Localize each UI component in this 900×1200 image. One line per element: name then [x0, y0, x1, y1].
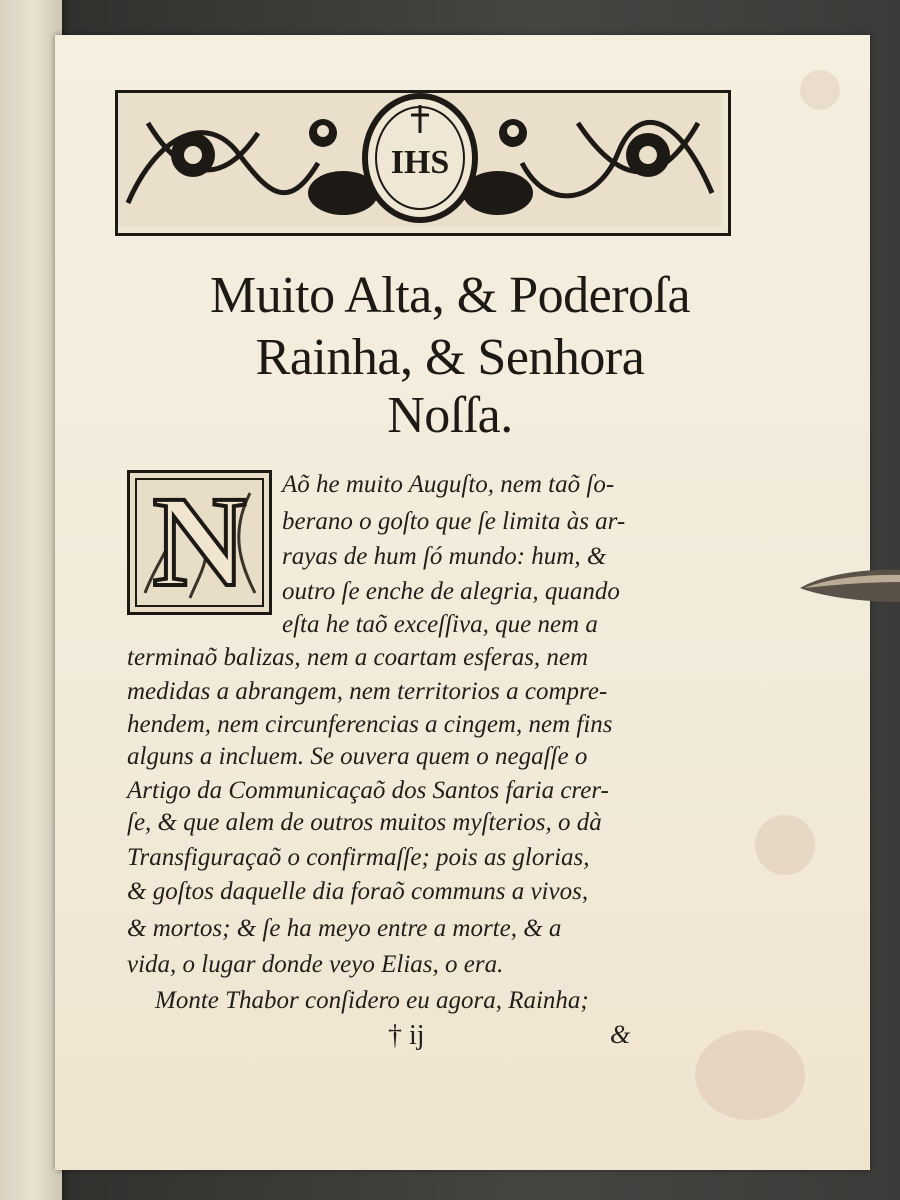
facing-page-edge [0, 0, 62, 1200]
text-line-15: vida, o lugar donde veyo Elias, o era. [127, 951, 504, 978]
text-line-5: eſta he taõ exceſſiva, que nem a [282, 611, 598, 638]
text-line-9: alguns a incluem. Se ouvera quem o negaſſe o [127, 743, 588, 770]
text-line-3: rayas de hum ſó mundo: hum, & [282, 543, 607, 570]
title-line-1: Muito Alta, & Poderoſa [209, 267, 691, 324]
page-holder-tool [800, 562, 900, 610]
text-line-7: medidas a abrangem, nem territorios a compre- [127, 678, 608, 705]
decorated-initial [127, 470, 272, 615]
ihs-monogram: IHS [390, 144, 450, 181]
title-line-2: Rainha, & Senhora [255, 329, 645, 386]
ornament-graphic [118, 93, 722, 227]
text-line-2: berano o goſto que ſe limita às ar- [282, 508, 626, 535]
text-line-16: Monte Thabor conſidero eu agora, Rainha; [155, 987, 589, 1014]
text-line-6: terminaõ balizas, nem a coartam esferas, nem [127, 644, 589, 671]
title-line-3: Noſſa. [387, 387, 513, 444]
text-line-14: & mortos; & ſe ha meyo entre a morte, & a [127, 915, 562, 942]
text-line-13: & goſtos daquelle dia foraõ communs a vivos, [127, 878, 589, 905]
text-line-10: Artigo da Communicaçaõ dos Santos faria crer- [127, 777, 609, 804]
signature-mark: † ij [388, 1020, 425, 1051]
text-line-1: Aõ he muito Auguſto, nem taõ ſo- [282, 471, 615, 498]
initial-letter: N [152, 470, 247, 614]
text-line-11: ſe, & que alem de outros muitos myſterios, o dà [127, 809, 602, 836]
catchword: & [610, 1020, 631, 1049]
text-line-4: outro ſe enche de alegria, quando [282, 578, 620, 605]
text-line-12: Transfiguraçaõ o confirmaſſe; pois as glorias, [127, 844, 590, 871]
woodcut-headpiece [115, 90, 731, 236]
text-line-8: hendem, nem circunferencias a cingem, nem fins [127, 711, 613, 738]
